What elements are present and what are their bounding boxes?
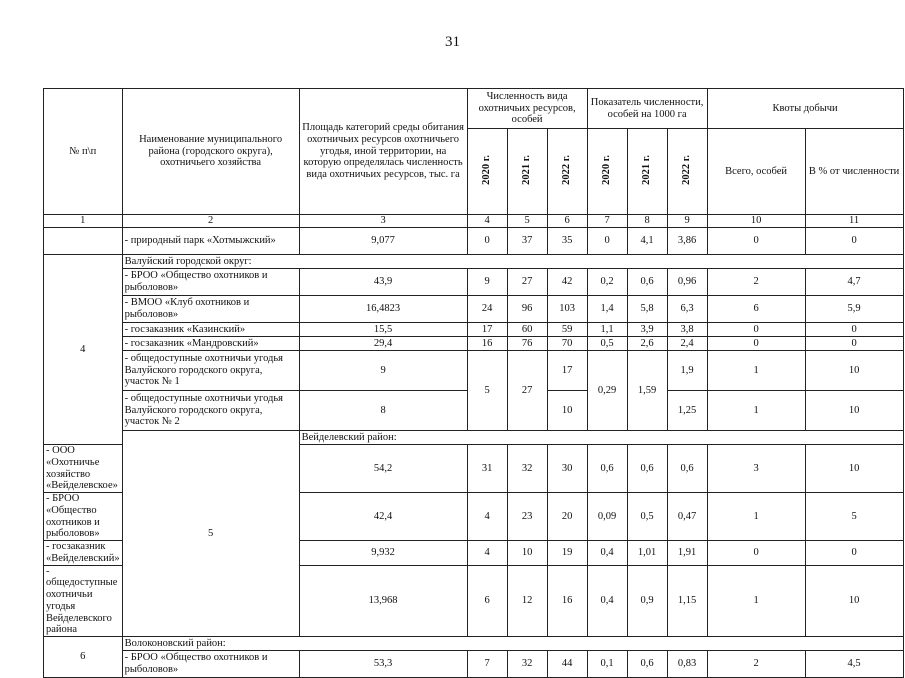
value-cell: 37 [507,228,547,255]
index-cell: 4 [467,215,507,228]
index-cell: 1 [44,215,123,228]
value-cell: 10 [507,541,547,566]
value-cell: 32 [507,651,547,678]
value-cell: 96 [507,296,547,323]
value-cell: 3,86 [667,228,707,255]
value-cell: 1,59 [627,351,667,431]
table-row [44,228,904,255]
value-cell: 1,1 [587,323,627,337]
value-cell: 0 [805,323,903,337]
value-cell: 10 [805,351,903,391]
district-row [44,255,904,269]
value-cell: 0,4 [587,541,627,566]
name-cell: - общедоступные охотничьи угодья Вейделевского района [44,565,123,637]
index-cell: 2 [122,215,299,228]
name-cell: - ВМОО «Клуб охотников и рыболовов» [122,296,299,323]
area-cell: 29,4 [299,337,467,351]
value-cell: 7 [467,651,507,678]
name-cell: - общедоступные охотничьи угодья Валуйского городского округа, участок № 1 [122,351,299,391]
index-cell: 8 [627,215,667,228]
value-cell: 6,3 [667,296,707,323]
value-cell: 1,25 [667,391,707,431]
value-cell: 0 [707,228,805,255]
district-num: 5 [122,431,299,637]
area-cell: 13,968 [299,565,467,637]
value-cell: 23 [507,493,547,541]
table-row [44,651,904,678]
area-cell: 9,932 [299,541,467,566]
header-count-2022: 2022 г. [547,129,587,215]
value-cell: 0,6 [627,445,667,493]
value-cell: 9 [467,269,507,296]
value-cell: 16 [547,565,587,637]
value-cell: 0,1 [587,651,627,678]
header-density-group: Показатель численности, особей на 1000 га [587,89,707,129]
district-title: Вейделевский район: [299,431,903,445]
value-cell: 103 [547,296,587,323]
table-row [44,337,904,351]
area-cell: 54,2 [299,445,467,493]
value-cell: 59 [547,323,587,337]
area-cell: 8 [299,391,467,431]
name-cell: - БРОО «Общество охотников и рыболовов» [44,493,123,541]
index-cell: 3 [299,215,467,228]
index-cell: 6 [547,215,587,228]
table-row [44,323,904,337]
value-cell: 1 [707,391,805,431]
value-cell: 5 [805,493,903,541]
value-cell: 0 [805,228,903,255]
value-cell: 2,4 [667,337,707,351]
header-count-group: Численность вида охотничьих ресурсов, особей [467,89,587,129]
value-cell: 5,8 [627,296,667,323]
header-area: Площадь категорий среды обитания охотничьих ресурсов охотничьего угодья, иной территории, на которую определялась численность вида охотничьих ресурсов, тыс. га [299,89,467,215]
header-density-2020: 2020 г. [587,129,627,215]
value-cell: 0,83 [667,651,707,678]
district-num: 6 [44,637,123,678]
value-cell: 6 [707,296,805,323]
value-cell: 4,7 [805,269,903,296]
header-num: № п\п [44,89,123,215]
name-cell: - БРОО «Общество охотников и рыболовов» [122,269,299,296]
district-row [44,637,904,651]
table-row [44,351,904,391]
value-cell: 1 [707,565,805,637]
value-cell: 3 [707,445,805,493]
district-title: Волоконовский район: [122,637,903,651]
value-cell: 30 [547,445,587,493]
column-index-row [44,215,904,228]
value-cell: 0,47 [667,493,707,541]
header-quota-pct: В % от численности [805,129,903,215]
district-title: Валуйский городской округ: [122,255,903,269]
value-cell: 27 [507,269,547,296]
value-cell: 0,96 [667,269,707,296]
area-cell: 16,4823 [299,296,467,323]
area-cell: 9 [299,351,467,391]
value-cell: 0,09 [587,493,627,541]
value-cell: 2 [707,269,805,296]
district-num: 4 [44,255,123,445]
value-cell: 0,29 [587,351,627,431]
header-name: Наименование муниципального района (городского округа), охотничьего хозяйства [122,89,299,215]
index-cell: 7 [587,215,627,228]
value-cell: 31 [467,445,507,493]
table-row [44,296,904,323]
area-cell: 53,3 [299,651,467,678]
header-quota-group: Квоты добычи [707,89,903,129]
area-cell: 15,5 [299,323,467,337]
value-cell: 1,91 [667,541,707,566]
value-cell: 0,6 [627,269,667,296]
value-cell: 5,9 [805,296,903,323]
value-cell: 32 [507,445,547,493]
value-cell: 35 [547,228,587,255]
value-cell: 70 [547,337,587,351]
value-cell: 10 [805,445,903,493]
value-cell: 1,4 [587,296,627,323]
value-cell: 0 [707,541,805,566]
value-cell: 6 [467,565,507,637]
value-cell: 1,9 [667,351,707,391]
value-cell: 0,6 [667,445,707,493]
value-cell: 3,9 [627,323,667,337]
value-cell: 10 [805,565,903,637]
header-count-2021: 2021 г. [507,129,547,215]
page-number: 31 [445,34,460,50]
num-cell [44,228,123,255]
value-cell: 0 [805,337,903,351]
area-cell: 43,9 [299,269,467,296]
value-cell: 4,1 [627,228,667,255]
value-cell: 24 [467,296,507,323]
value-cell: 12 [507,565,547,637]
name-cell: - БРОО «Общество охотников и рыболовов» [122,651,299,678]
header-count-2020: 2020 г. [467,129,507,215]
value-cell: 0,6 [627,651,667,678]
header-density-2022: 2022 г. [667,129,707,215]
name-cell: - госзаказник «Вейделевский» [44,541,123,566]
district-row [44,431,904,445]
value-cell: 0,4 [587,565,627,637]
value-cell: 0 [587,228,627,255]
value-cell: 4,5 [805,651,903,678]
value-cell: 20 [547,493,587,541]
value-cell: 1,01 [627,541,667,566]
value-cell: 0 [805,541,903,566]
value-cell: 10 [805,391,903,431]
value-cell: 2,6 [627,337,667,351]
name-cell: - госзаказник «Казинский» [122,323,299,337]
index-cell: 11 [805,215,903,228]
value-cell: 0,9 [627,565,667,637]
value-cell: 2 [707,651,805,678]
value-cell: 1 [707,493,805,541]
value-cell: 0 [707,323,805,337]
value-cell: 19 [547,541,587,566]
value-cell: 5 [467,351,507,431]
value-cell: 3,8 [667,323,707,337]
value-cell: 1 [707,351,805,391]
area-cell: 9,077 [299,228,467,255]
value-cell: 4 [467,541,507,566]
header-density-2021: 2021 г. [627,129,667,215]
value-cell: 0,5 [587,337,627,351]
area-cell: 42,4 [299,493,467,541]
header-quota-total: Всего, особей [707,129,805,215]
index-cell: 9 [667,215,707,228]
name-cell: - природный парк «Хотмыжский» [122,228,299,255]
name-cell: - ООО «Охотничье хозяйство «Вейделевское» [44,445,123,493]
name-cell: - госзаказник «Мандровский» [122,337,299,351]
value-cell: 1,15 [667,565,707,637]
value-cell: 0,6 [587,445,627,493]
value-cell: 17 [547,351,587,391]
index-cell: 5 [507,215,547,228]
value-cell: 17 [467,323,507,337]
value-cell: 0,2 [587,269,627,296]
value-cell: 44 [547,651,587,678]
value-cell: 0 [467,228,507,255]
table-row [44,269,904,296]
value-cell: 0 [707,337,805,351]
value-cell: 0,5 [627,493,667,541]
value-cell: 16 [467,337,507,351]
value-cell: 76 [507,337,547,351]
hunting-resources-table [43,88,904,678]
value-cell: 10 [547,391,587,431]
value-cell: 4 [467,493,507,541]
value-cell: 42 [547,269,587,296]
value-cell: 27 [507,351,547,431]
name-cell: - общедоступные охотничьи угодья Валуйского городского округа, участок № 2 [122,391,299,431]
value-cell: 60 [507,323,547,337]
index-cell: 10 [707,215,805,228]
